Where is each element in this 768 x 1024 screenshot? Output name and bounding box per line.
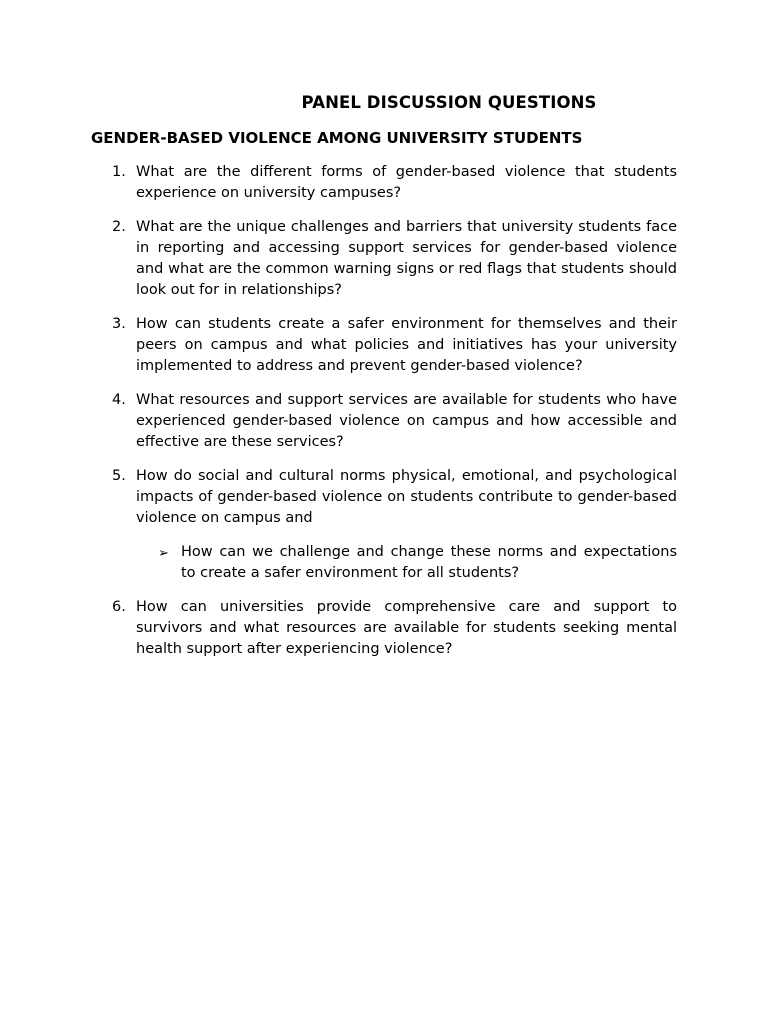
- question-list: [0, 162, 768, 673]
- question-item: [0, 597, 768, 660]
- question-number: 2.: [112, 219, 126, 235]
- question-text: What are the unique challenges and barriers that university students face in reporting and accessing support services for gender-based violence and what are the common warning signs or red flags that students should look out for in relationships?: [136, 219, 677, 298]
- question-item: [0, 217, 768, 301]
- question-number: 5.: [112, 468, 126, 484]
- question-text: How do social and cultural norms physical, emotional, and psychological impacts of gender-based violence on students contribute to gender-based violence on campus and: [136, 468, 677, 526]
- question-number: 6.: [112, 599, 126, 615]
- question-text: What resources and support services are available for students who have experienced gender-based violence on campus and how accessible and effective are these services?: [136, 392, 677, 450]
- question-item: [0, 314, 768, 377]
- page-title: PANEL DISCUSSION QUESTIONS: [301, 93, 597, 112]
- question-text: How can students create a safer environment for themselves and their peers on campus and what policies and initiatives has your university implemented to address and prevent gender-based violence?: [136, 316, 677, 374]
- sub-question-item: [0, 542, 768, 584]
- sub-question-text: How can we challenge and change these norms and expectations to create a safer environment for all students?: [181, 544, 677, 581]
- question-number: 1.: [112, 164, 126, 180]
- question-number: 3.: [112, 316, 126, 332]
- question-number: 4.: [112, 392, 126, 408]
- arrow-bullet-icon: ➢: [158, 546, 169, 561]
- question-text: How can universities provide comprehensive care and support to survivors and what resources are available for students seeking mental health support after experiencing violence?: [136, 599, 677, 657]
- sub-question-list: [0, 542, 768, 584]
- page-subtitle: GENDER-BASED VIOLENCE AMONG UNIVERSITY STUDENTS: [91, 129, 583, 147]
- question-item: [0, 162, 768, 204]
- question-item: [0, 466, 768, 584]
- question-text: What are the different forms of gender-based violence that students experience on university campuses?: [136, 164, 677, 201]
- question-item: [0, 390, 768, 453]
